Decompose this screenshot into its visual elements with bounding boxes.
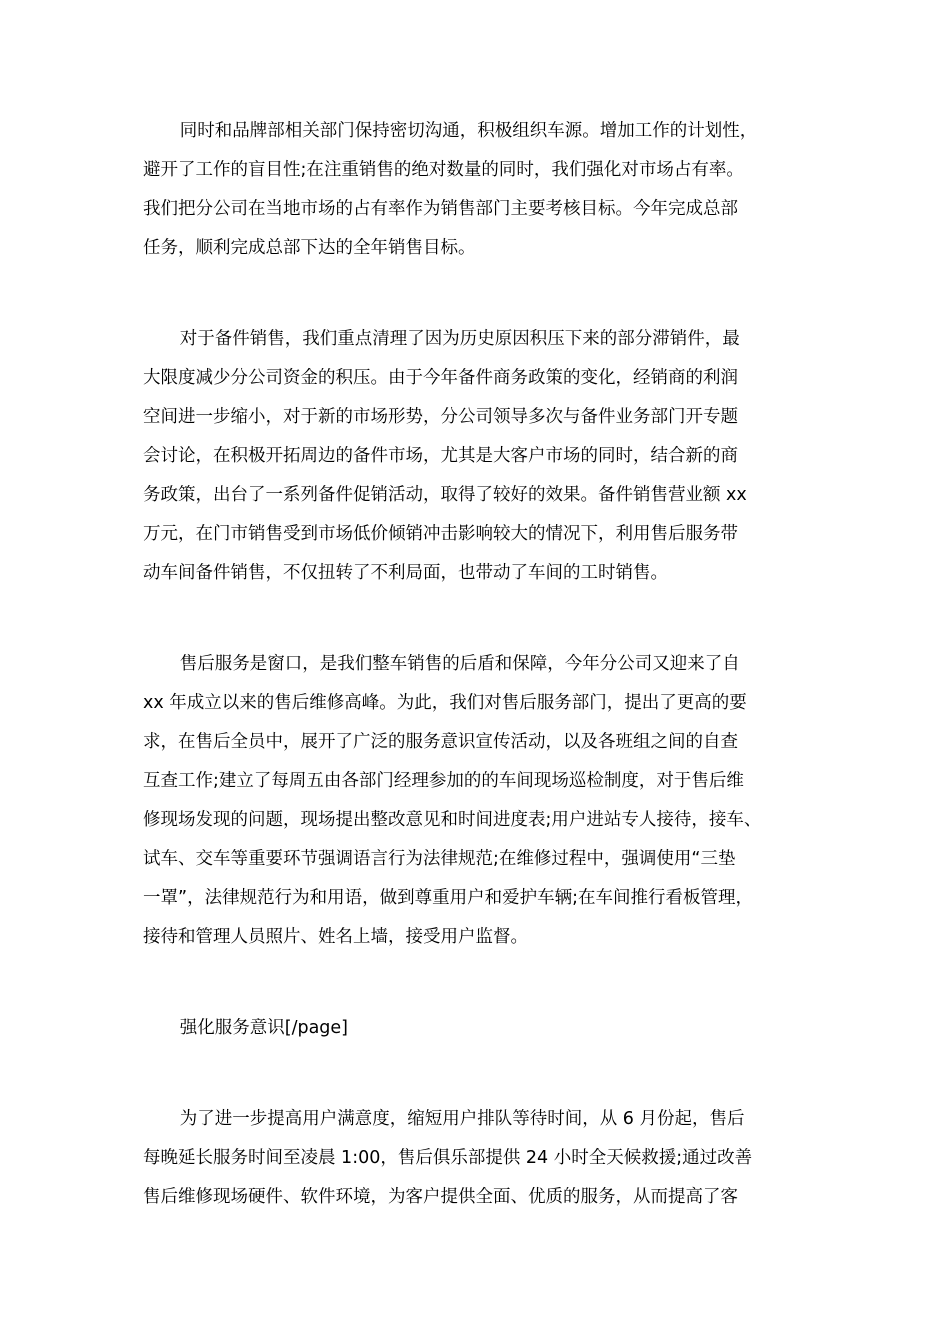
document-body <box>143 112 808 1269</box>
text-line: 售后维修现场硬件、软件环境，为客户提供全面、优质的服务，从而提高了客 <box>143 1187 738 1207</box>
section-heading: 强化服务意识[/page] <box>179 1018 349 1038</box>
text-line: 试车、交车等重要环节强调语言行为法律规范;在维修过程中，强调使用“三垫 <box>143 849 736 869</box>
text-line: 会讨论，在积极开拓周边的备件市场，尤其是大客户市场的同时，结合新的商 <box>143 446 738 466</box>
text-line: 万元，在门市销售受到市场低价倾销冲击影响较大的情况下，利用售后服务带 <box>143 524 738 544</box>
text-line: 一罩”，法律规范行为和用语，做到尊重用户和爱护车辆;在车间推行看板管理， <box>143 888 753 908</box>
paragraph-service-improvement <box>143 1100 808 1217</box>
text-line: 动车间备件销售，不仅扭转了不利局面，也带动了车间的工时销售。 <box>143 563 668 583</box>
text-line: xx 年成立以来的售后维修高峰。为此，我们对售后服务部门，提出了更高的要 <box>143 693 747 713</box>
text-line: 每晚延长服务时间至凌晨 1:00，售后俱乐部提供 24 小时全天候救援;通过改善 <box>143 1148 753 1168</box>
text-line: 售后服务是窗口，是我们整车销售的后盾和保障，今年分公司又迎来了自 <box>179 654 740 674</box>
text-line: 为了进一步提高用户满意度，缩短用户排队等待时间，从 6 月份起，售后 <box>179 1109 745 1129</box>
text-line: 任务，顺利完成总部下达的全年销售目标。 <box>143 238 476 258</box>
paragraph-vehicle-sales <box>143 112 808 268</box>
text-line: 求，在售后全员中，展开了广泛的服务意识宣传活动，以及各班组之间的自查 <box>143 732 738 752</box>
text-line: 对于备件销售，我们重点清理了因为历史原因积压下来的部分滞销件，最 <box>179 329 740 349</box>
text-line: 避开了工作的盲目性;在注重销售的绝对数量的同时，我们强化对市场占有率。 <box>143 160 744 180</box>
paragraph-after-sales <box>143 645 808 957</box>
text-line: 互查工作;建立了每周五由各部门经理参加的的车间现场巡检制度，对于售后维 <box>143 771 744 791</box>
text-line: 接待和管理人员照片、姓名上墙，接受用户监督。 <box>143 927 528 947</box>
text-line: 空间进一步缩小，对于新的市场形势，分公司领导多次与备件业务部门开专题 <box>143 407 738 427</box>
text-line: 修现场发现的问题，现场提出整改意见和时间进度表;用户进站专人接待，接车、 <box>143 810 762 830</box>
text-line: 我们把分公司在当地市场的占有率作为销售部门主要考核目标。今年完成总部 <box>143 199 738 219</box>
text-line: 同时和品牌部相关部门保持密切沟通，积极组织车源。增加工作的计划性， <box>179 121 758 141</box>
paragraph-parts-sales <box>143 320 808 593</box>
text-line: 务政策，出台了一系列备件促销活动，取得了较好的效果。备件销售营业额 xx <box>143 485 747 505</box>
text-line: 大限度减少分公司资金的积压。由于今年备件商务政策的变化，经销商的利润 <box>143 368 738 388</box>
